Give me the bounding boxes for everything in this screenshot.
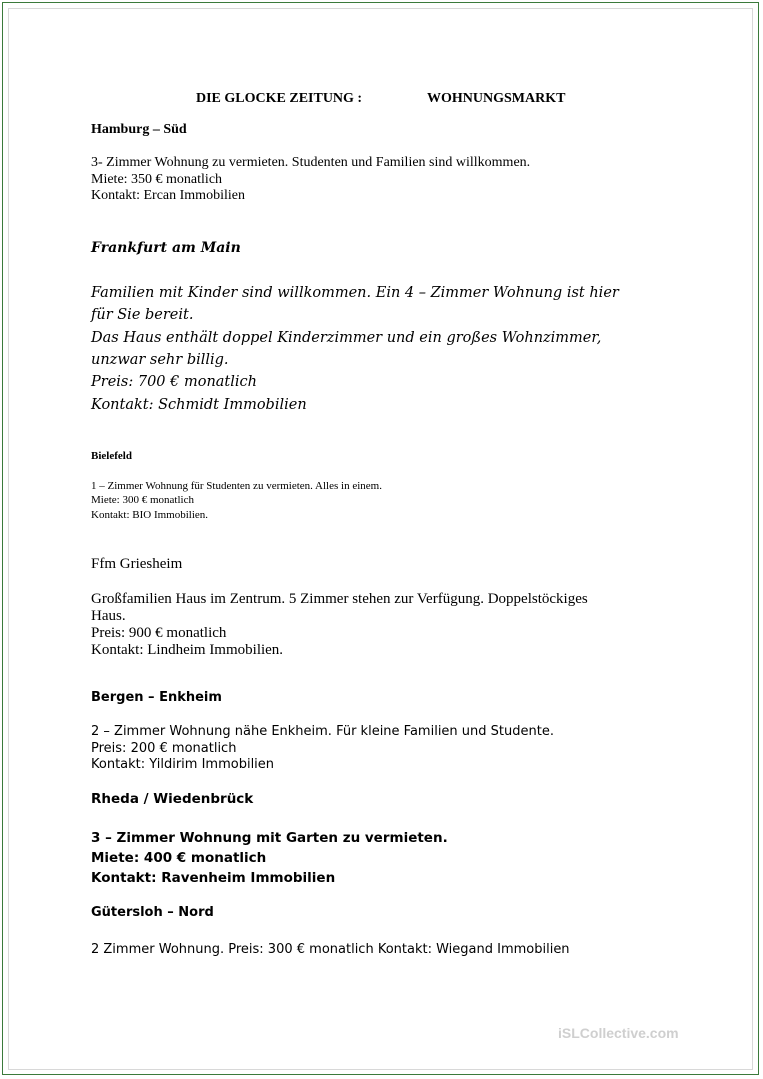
ad-line: Kontakt: Lindheim Immobilien.: [91, 642, 284, 658]
ad-line: Kontakt: BIO Immobilien.: [91, 509, 209, 521]
ad-heading-bielefeld: Bielefeld: [91, 450, 132, 462]
ad-heading-rheda: Rheda / Wiedenbrück: [91, 791, 254, 807]
ad-line: Familien mit Kinder sind willkommen. Ein 4 – Zimmer Wohnung ist hier: [91, 285, 619, 301]
ad-line: Preis: 700 € monatlich: [91, 374, 257, 390]
ad-line: 3 – Zimmer Wohnung mit Garten zu vermieten.: [91, 830, 448, 846]
ad-line: 3- Zimmer Wohnung zu vermieten. Studenten und Familien sind willkommen.: [91, 155, 531, 170]
ad-heading-frankfurt: Frankfurt am Main: [91, 240, 241, 256]
ad-line: unzwar sehr billig.: [91, 352, 229, 368]
ad-line: Kontakt: Ercan Immobilien: [91, 188, 245, 203]
ad-line: Miete: 350 € monatlich: [91, 172, 223, 187]
section-title: WOHNUNGSMARKT: [427, 91, 566, 106]
ad-heading-bergen: Bergen – Enkheim: [91, 690, 222, 705]
ad-line: Kontakt: Yildirim Immobilien: [91, 757, 275, 772]
ad-line: Haus.: [91, 608, 126, 624]
ad-heading-griesheim: Ffm Griesheim: [91, 556, 183, 572]
ad-line: Kontakt: Schmidt Immobilien: [91, 397, 307, 413]
ad-line: Preis: 900 € monatlich: [91, 625, 227, 641]
ad-line: Das Haus enthält doppel Kinderzimmer und ein großes Wohnzimmer,: [91, 330, 602, 346]
newspaper-title: DIE GLOCKE ZEITUNG :: [196, 91, 363, 106]
ad-line: 2 Zimmer Wohnung. Preis: 300 € monatlich Kontakt: Wiegand Immobilien: [91, 942, 570, 957]
ad-line: Miete: 300 € monatlich: [91, 494, 194, 506]
ad-line: Preis: 200 € monatlich: [91, 741, 237, 756]
ad-heading-guetersloh: Gütersloh – Nord: [91, 905, 214, 920]
ad-line: 2 – Zimmer Wohnung nähe Enkheim. Für kleine Familien und Studente.: [91, 724, 554, 739]
ad-line: Kontakt: Ravenheim Immobilien: [91, 870, 336, 886]
watermark-logo: iSLCollective.com: [558, 1025, 679, 1041]
ad-line: für Sie bereit.: [91, 307, 194, 323]
ad-line: 1 – Zimmer Wohnung für Studenten zu vermieten. Alles in einem.: [91, 480, 382, 492]
ad-line: Miete: 400 € monatlich: [91, 850, 267, 866]
ad-line: Großfamilien Haus im Zentrum. 5 Zimmer stehen zur Verfügung. Doppelstöckiges: [91, 591, 588, 607]
ad-heading-hamburg: Hamburg – Süd: [91, 122, 187, 137]
